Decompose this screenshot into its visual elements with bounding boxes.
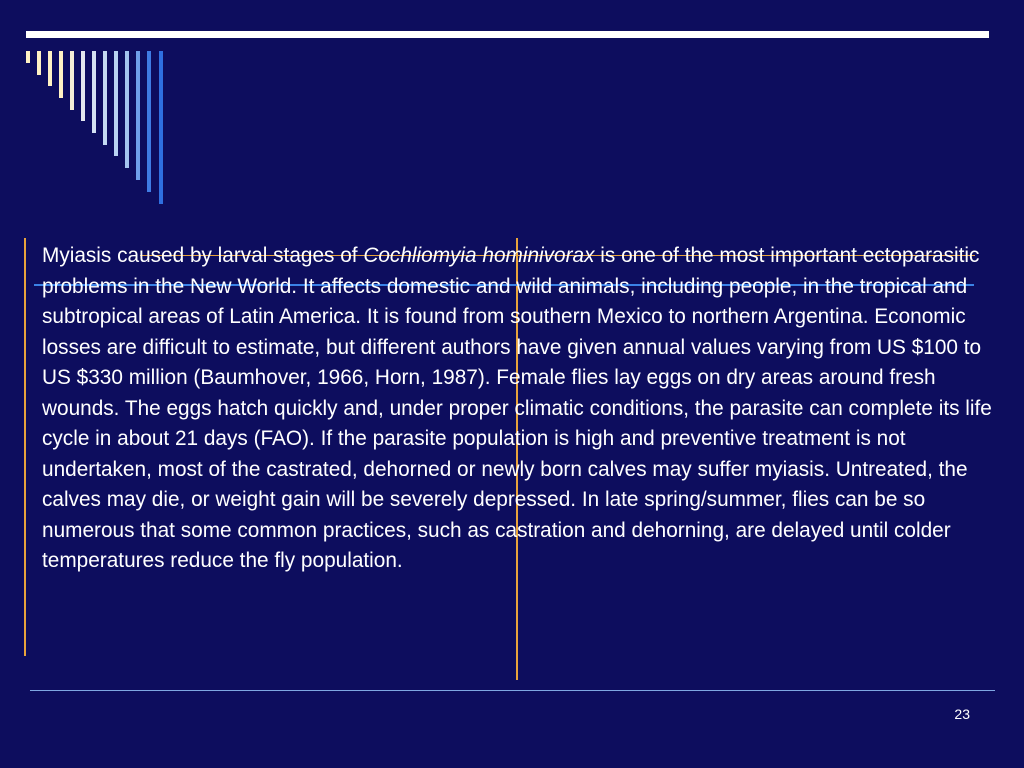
top-rule bbox=[26, 31, 989, 38]
decorative-bar bbox=[70, 51, 74, 110]
decorative-bar bbox=[114, 51, 118, 156]
decorative-bar bbox=[37, 51, 41, 75]
species-name: Cochliomyia hominivorax bbox=[363, 244, 595, 267]
decorative-bar bbox=[26, 51, 30, 63]
body-text-main: is one of the most important ectoparasitic problems in the New World. It affects domestic and wild animals, including people, in the tropical and subtropical areas of Latin America. It is found from southern Mexico to northern Argentina. Economic losses are difficult to estimate, but different authors have given annual values varying from US $100 to US $330 million (Baumhover, 1966, Horn, 1987). Female flies lay eggs on dry areas around fresh wounds. The eggs hatch quickly and, under proper climatic conditions, the parasite can complete its life cycle in about 21 days (FAO). If the parasite population is high and preventive treatment is not undertaken, most of the castrated, dehorned or newly born calves may suffer myiasis. Untreated, the calves may die, or weight gain will be severely depressed. In late spring/summer, flies can be so numerous that some common practices, such as castration and dehorning, are delayed until colder temperatures reduce the fly population. bbox=[42, 244, 992, 572]
decorative-bar bbox=[136, 51, 140, 180]
decorative-bar bbox=[125, 51, 129, 168]
bottom-rule bbox=[30, 690, 995, 691]
decorative-bar bbox=[103, 51, 107, 145]
decorative-bar bbox=[81, 51, 85, 121]
decorative-bar bbox=[92, 51, 96, 133]
body-text-intro: Myiasis caused by larval stages of bbox=[42, 244, 364, 267]
decorative-bar bbox=[159, 51, 163, 204]
slide-body-text bbox=[42, 241, 994, 577]
page-number: 23 bbox=[954, 706, 970, 722]
decorative-bar bbox=[48, 51, 52, 86]
vertical-accent-line-left bbox=[24, 238, 26, 656]
decorative-bar bbox=[59, 51, 63, 98]
decorative-bar bbox=[147, 51, 151, 192]
